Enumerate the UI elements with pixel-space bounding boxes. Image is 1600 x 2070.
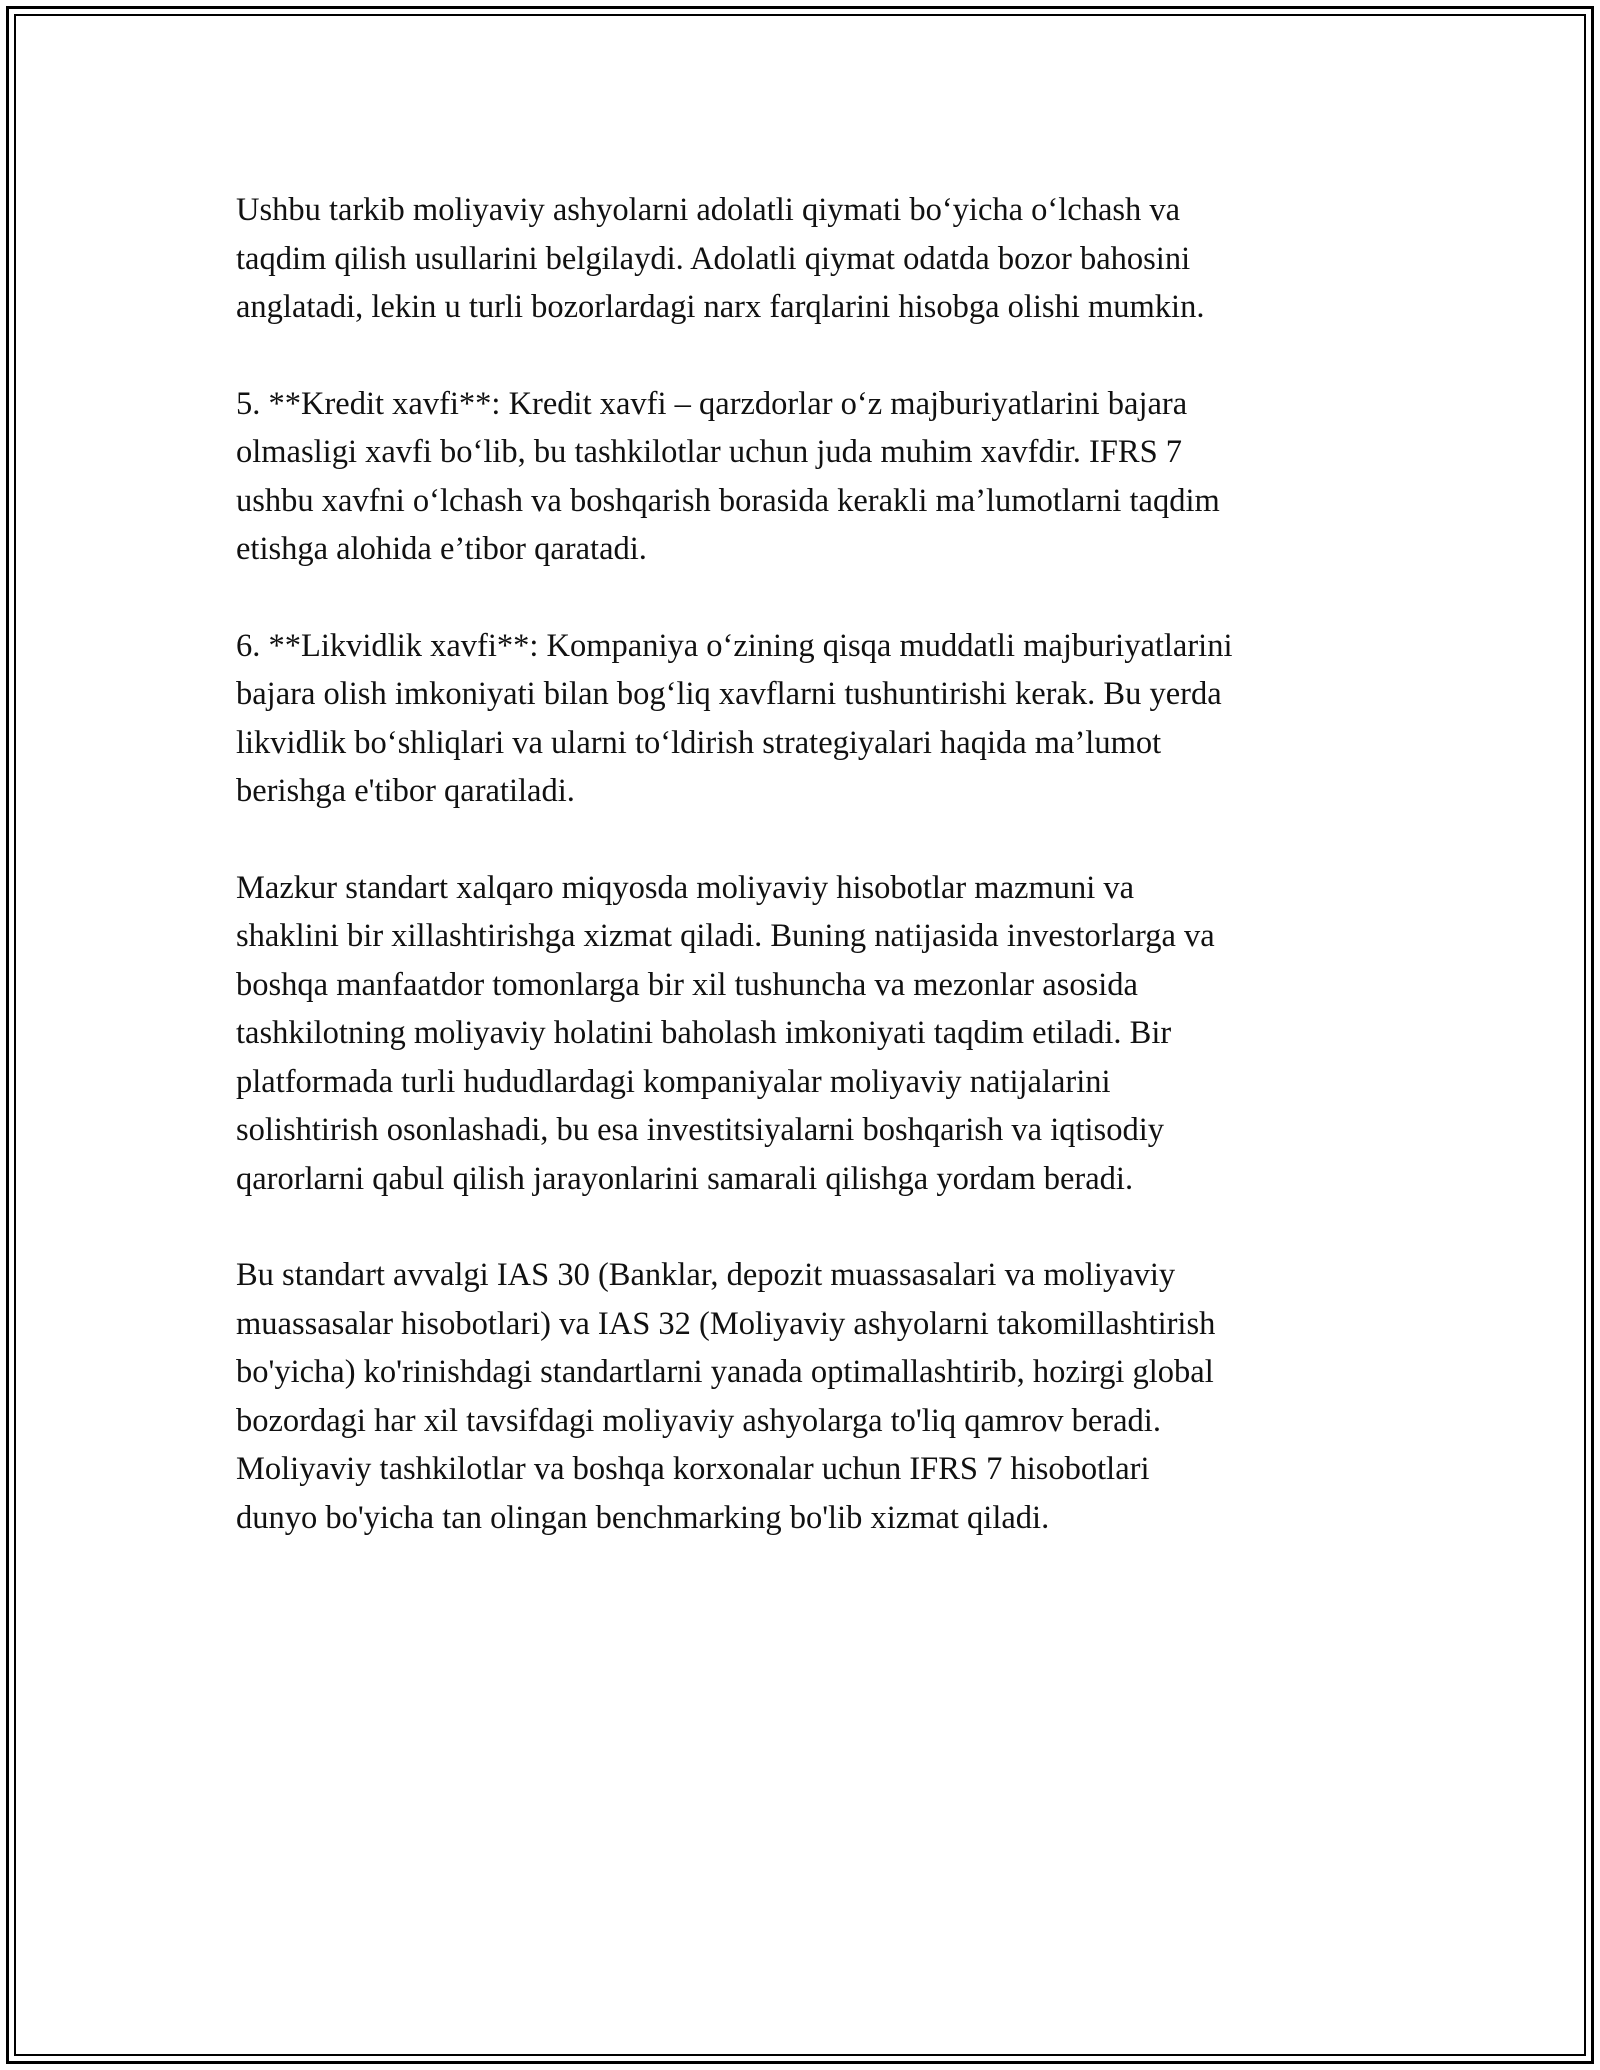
paragraph-liquidity-risk: 6. **Likvidlik xavfi**: Kompaniya o‘zining qisqa muddatli majburiyatlarini bajara olish imkoniyati bilan bog‘liq xavflarni tushuntirishi kerak. Bu yerda likvidlik bo‘shliqlari va ularni to‘ldirish strategiyalari haqida ma’lumot berishga e'tibor qaratiladi. bbox=[236, 627, 1233, 809]
paragraph-standard-history: Bu standart avvalgi IAS 30 (Banklar, depozit muassasalari va moliyaviy muassasalar hisobotlari) va IAS 32 (Moliyaviy ashyolarni takomillashtirish bo'yicha) ko'rinishdagi standartlarni yanada optimallashtirib, hozirgi global bozordagi har xil tavsifdagi moliyaviy ashyolarga to'liq qamrov beradi. Moliyaviy tashkilotlar va boshqa korxonalar uchun IFRS 7 hisobotlari dunyo bo'yicha tan olingan benchmarking bo'lib xizmat qiladi. bbox=[236, 1257, 1216, 1536]
document-body bbox=[236, 186, 1386, 1590]
paragraph-fair-value: Ushbu tarkib moliyaviy ashyolarni adolatli qiymati bo‘yicha o‘lchash va taqdim qilish usullarini belgilaydi. Adolatli qiymat odatda bozor bahosini anglatadi, lekin u turli bozorlardagi narx farqlarini hisobga olishi mumkin. bbox=[236, 192, 1205, 325]
paragraph-standard-purpose: Mazkur standart xalqaro miqyosda moliyaviy hisobotlar mazmuni va shaklini bir xillashtirishga xizmat qiladi. Buning natijasida investorlarga va boshqa manfaatdor tomonlarga bir xil tushuncha va mezonlar asosida tashkilotning moliyaviy holatini baholash imkoniyati taqdim etiladi. Bir platformada turli hududlardagi kompaniyalar moliyaviy natijalarini solishtirish osonlashadi, bu esa investitsiyalarni boshqarish va iqtisodiy qarorlarni qabul qilish jarayonlarini samarali qilishga yordam beradi. bbox=[236, 869, 1215, 1197]
paragraph-credit-risk: 5. **Kredit xavfi**: Kredit xavfi – qarzdorlar o‘z majburiyatlarini bajara olmasligi xavfi bo‘lib, bu tashkilotlar uchun juda muhim xavfdir. IFRS 7 ushbu xavfni o‘lchash va boshqarish borasida kerakli ma’lumotlarni taqdim etishga alohida e’tibor qaratadi. bbox=[236, 385, 1220, 567]
